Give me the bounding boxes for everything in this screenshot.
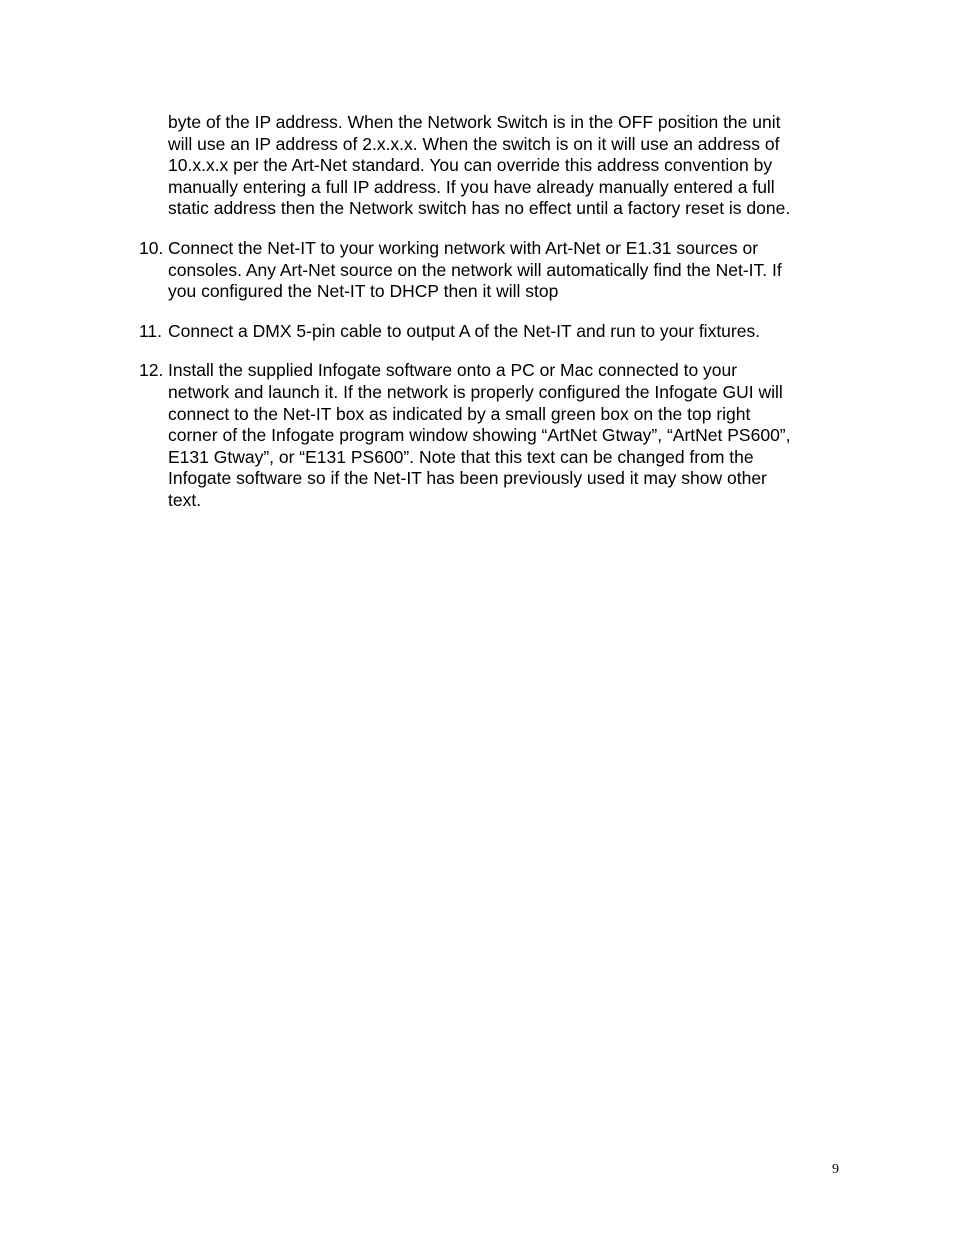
list-item-11 — [139, 321, 859, 343]
list-item-number: 12. — [139, 360, 164, 381]
list-item-text: Install the supplied Infogate software onto a PC or Mac connected to your network and launch it. If the network is properly configured the Infogate GUI will connect to the Net-IT box as indicated by a small green box on the top right corner of the Infogate program window showing “ArtNet Gtway”, “ArtNet PS600”, E131 Gtway”, or “E131 PS600”. Note that this text can be changed from the Infogate software so if the Net-IT has been previously used it may show other text. — [168, 360, 791, 510]
list-item-number: 10. — [139, 237, 164, 258]
list-item-12 — [139, 360, 859, 511]
list-item-text: Connect a DMX 5-pin cable to output A of the Net-IT and run to your fixtures. — [168, 320, 761, 341]
list-item-number: 11. — [139, 320, 163, 341]
list-item-10 — [139, 238, 859, 303]
page-number: 9 — [832, 1162, 839, 1177]
continuation-paragraph: byte of the IP address. When the Network Switch is in the OFF position the unit will use an IP address of 2.x.x.x. When the switch is on it will use an address of 10.x.x.x per the Art-Net standard. You can override this address convention by manually entering a full IP address. If you have already manually entered a full static address then the Network switch has no effect until a factory reset is done. — [168, 112, 791, 219]
page-body — [139, 112, 859, 530]
list-item-text: Connect the Net-IT to your working network with Art-Net or E1.31 sources or consoles. Any Art-Net source on the network will automatically find the Net-IT. If you configured the Net-IT to DHCP then it will stop — [168, 237, 782, 302]
